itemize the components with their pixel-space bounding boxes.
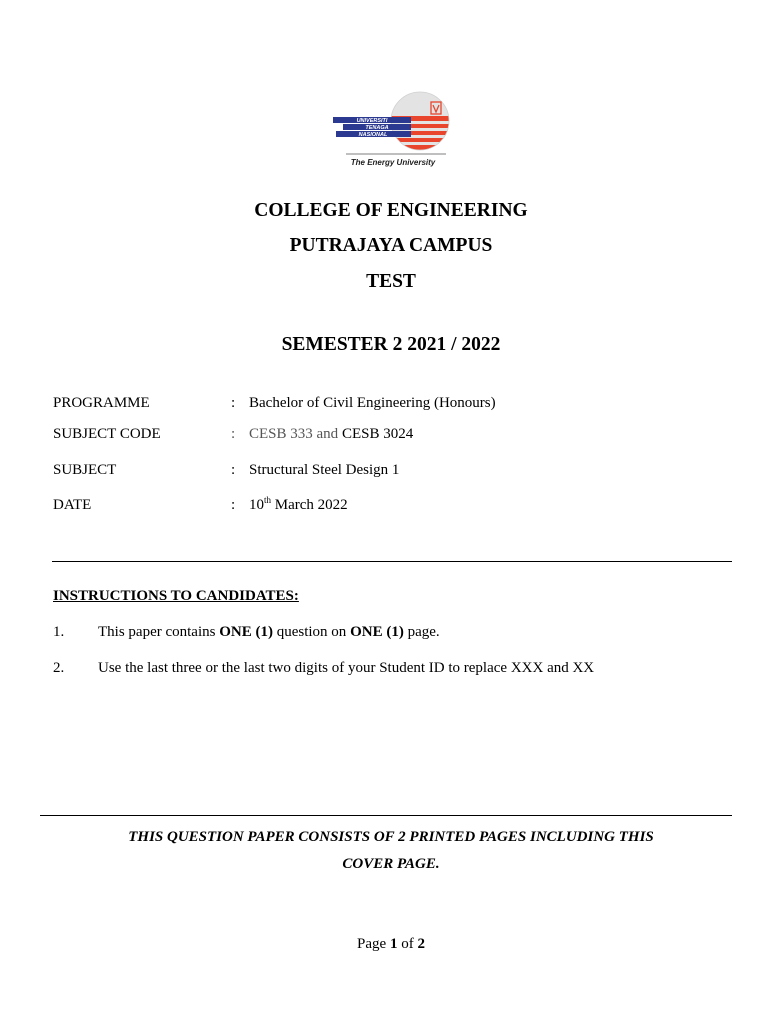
logo-word-universiti: UNIVERSITI xyxy=(356,118,388,124)
date-day: 10 xyxy=(249,497,264,513)
instruction-1-bold-page: ONE (1) xyxy=(350,624,404,640)
campus-title: PUTRAJAYA CAMPUS xyxy=(289,235,493,256)
logo-word-tenaga: TENAGA xyxy=(365,125,389,131)
instruction-2-number: 2. xyxy=(53,660,65,676)
instructions-heading: INSTRUCTIONS TO CANDIDATES: xyxy=(53,588,299,604)
instruction-1-text-c: question on xyxy=(276,624,347,640)
subject-code-1: CESB 333 xyxy=(249,426,313,442)
subject-code-label: SUBJECT CODE xyxy=(53,426,161,442)
test-title: TEST xyxy=(366,271,416,292)
instruction-2-text: Use the last three or the last two digits of your Student ID to replace XXX and XX xyxy=(98,660,595,676)
date-day-suffix: th xyxy=(264,495,272,505)
page-of-word: of xyxy=(401,936,414,952)
logo-tagline: The Energy University xyxy=(350,158,436,167)
semester-title: SEMESTER 2 2021 / 2022 xyxy=(281,334,501,355)
date-row xyxy=(0,497,768,517)
subject-label: SUBJECT xyxy=(53,462,117,478)
subject-code-colon: : xyxy=(231,426,236,442)
date-label: DATE xyxy=(53,497,92,513)
instruction-1-text-a: This paper contains xyxy=(98,624,216,640)
date-rest: March 2022 xyxy=(274,497,348,513)
page-count-note-line-1: THIS QUESTION PAPER CONSISTS OF 2 PRINTED PAGES INCLUDING THIS xyxy=(128,829,654,845)
page-count-note-line-2: COVER PAGE. xyxy=(342,856,440,872)
page-word: Page xyxy=(357,936,387,952)
instruction-1-text-e: page. xyxy=(407,624,440,640)
programme-colon: : xyxy=(231,395,236,411)
subject-row xyxy=(0,462,768,482)
programme-row xyxy=(0,395,768,415)
subject-value: Structural Steel Design 1 xyxy=(249,462,400,478)
logo-word-nasional: NASIONAL xyxy=(358,132,388,138)
instruction-1-bold-count: ONE (1) xyxy=(219,624,273,640)
subject-code-2: CESB 3024 xyxy=(341,426,414,442)
college-title: COLLEGE OF ENGINEERING xyxy=(254,200,528,221)
university-logo xyxy=(330,86,454,170)
footer-divider xyxy=(40,815,732,816)
date-colon: : xyxy=(231,497,236,513)
instruction-1-number: 1. xyxy=(53,624,65,640)
programme-value: Bachelor of Civil Engineering (Honours) xyxy=(249,395,496,411)
page-number xyxy=(0,936,768,953)
section-divider xyxy=(52,561,732,562)
page-total: 2 xyxy=(417,936,425,952)
programme-label: PROGRAMME xyxy=(53,395,150,411)
page-current: 1 xyxy=(389,936,398,952)
subject-colon: : xyxy=(231,462,236,478)
subject-code-and: and xyxy=(316,426,339,442)
subject-code-row xyxy=(0,426,768,446)
